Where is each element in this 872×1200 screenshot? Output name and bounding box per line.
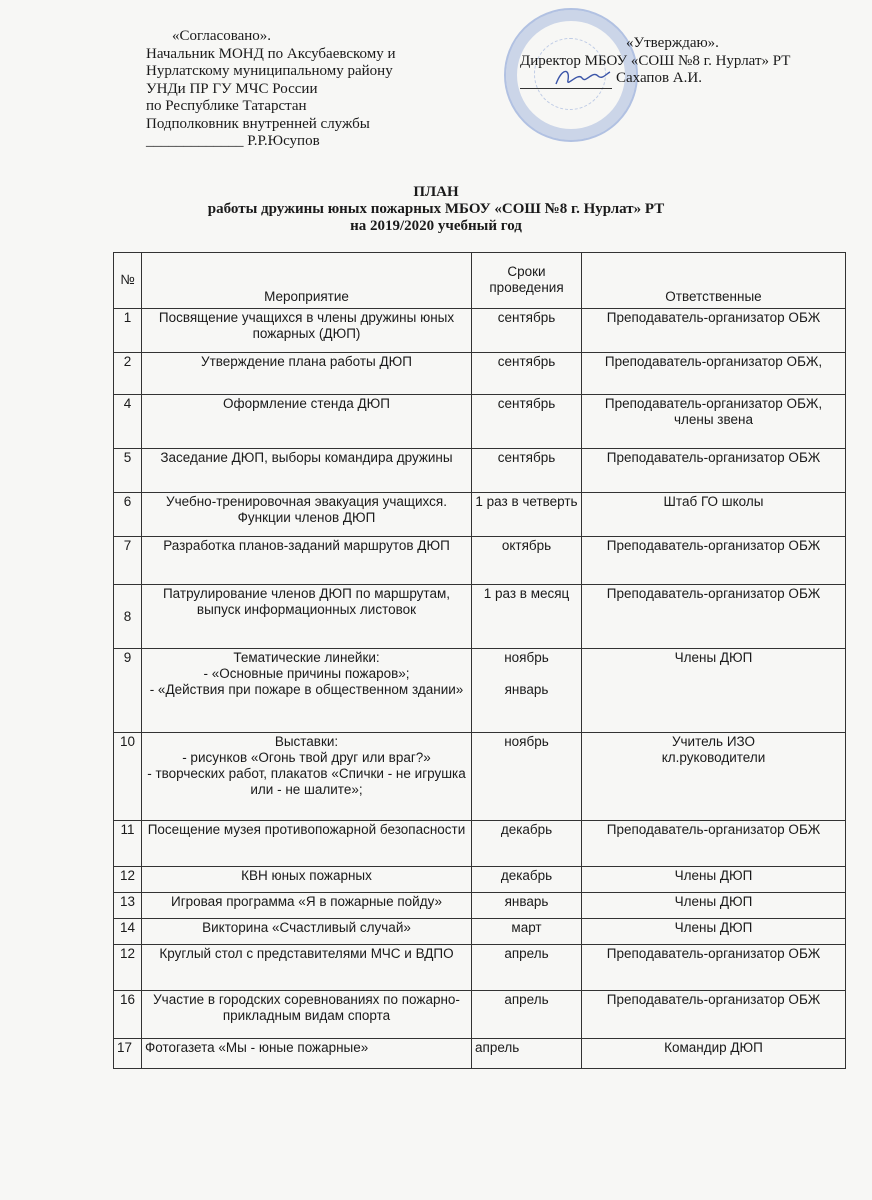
plan-table <box>113 252 846 1069</box>
approval-left-line: Начальник МОНД по Аксубаевскому и <box>146 45 396 62</box>
document-title <box>0 184 872 235</box>
row-date: апрель <box>472 1039 582 1069</box>
row-number: 12 <box>114 867 142 893</box>
table-row <box>114 919 846 945</box>
approval-left-line: Нурлатскому муниципальному району <box>146 63 393 79</box>
header-number: № <box>114 253 142 309</box>
row-number: 5 <box>114 449 142 493</box>
row-date: ноябрь январь <box>472 649 582 733</box>
row-event: Утверждение плана работы ДЮП <box>142 353 472 395</box>
table-row <box>114 493 846 537</box>
table-row <box>114 945 846 991</box>
row-date: апрель <box>472 991 582 1039</box>
row-responsible: Члены ДЮП <box>582 867 846 893</box>
row-event: Тематические линейки: - «Основные причины пожаров»; - «Действия при пожаре в общественном здании» <box>142 649 472 733</box>
approval-left-line: по Республике Татарстан <box>146 98 307 114</box>
row-date: октябрь <box>472 537 582 585</box>
row-number: 13 <box>114 893 142 919</box>
row-number: 4 <box>114 395 142 449</box>
row-number: 12 <box>114 945 142 991</box>
approval-block-right <box>520 35 840 89</box>
row-responsible: Преподаватель-организатор ОБЖ <box>582 585 846 649</box>
header-event: Мероприятие <box>142 253 472 309</box>
row-event: Разработка планов-заданий маршрутов ДЮП <box>142 537 472 585</box>
row-responsible: Учитель ИЗО кл.руководители <box>582 733 846 821</box>
row-responsible: Преподаватель-организатор ОБЖ <box>582 449 846 493</box>
approval-right-signer: Сахапов А.И. <box>616 70 702 86</box>
row-responsible: Командир ДЮП <box>582 1039 846 1069</box>
table-header-row <box>114 253 846 309</box>
row-event: Игровая программа «Я в пожарные пойду» <box>142 893 472 919</box>
title-line-1: ПЛАН <box>413 184 459 200</box>
row-number: 17 <box>114 1039 142 1069</box>
header-date: Сроки проведения <box>472 253 582 309</box>
row-number: 9 <box>114 649 142 733</box>
row-event: Участие в городских соревнованиях по пожарно-прикладным видам спорта <box>142 991 472 1039</box>
row-event: Патрулирование членов ДЮП по маршрутам, выпуск информационных листовок <box>142 585 472 649</box>
row-responsible: Преподаватель-организатор ОБЖ <box>582 821 846 867</box>
table-row <box>114 649 846 733</box>
row-number: 1 <box>114 309 142 353</box>
approval-right-signer-row <box>520 70 840 89</box>
row-number: 14 <box>114 919 142 945</box>
row-responsible: Штаб ГО школы <box>582 493 846 537</box>
row-responsible: Преподаватель-организатор ОБЖ <box>582 991 846 1039</box>
header-responsible: Ответственные <box>582 253 846 309</box>
row-event: Заседание ДЮП, выборы командира дружины <box>142 449 472 493</box>
approval-right-heading: «Утверждаю». <box>626 35 719 51</box>
table-row <box>114 867 846 893</box>
row-responsible: Преподаватель-организатор ОБЖ <box>582 537 846 585</box>
row-date: 1 раз в месяц <box>472 585 582 649</box>
row-event: Викторина «Счастливый случай» <box>142 919 472 945</box>
approval-left-line: «Согласовано». <box>172 28 272 44</box>
row-responsible: Члены ДЮП <box>582 893 846 919</box>
row-event: Оформление стенда ДЮП <box>142 395 472 449</box>
row-date: 1 раз в четверть <box>472 493 582 537</box>
row-event: Выставки: - рисунков «Огонь твой друг или враг?» - творческих работ, плакатов «Спички - не игрушка или - не шалите»; <box>142 733 472 821</box>
row-date: сентябрь <box>472 309 582 353</box>
row-number: 8 <box>114 585 142 649</box>
row-responsible: Преподаватель-организатор ОБЖ, <box>582 353 846 395</box>
approval-left-line: УНДи ПР ГУ МЧС России <box>146 80 318 97</box>
table-row <box>114 893 846 919</box>
row-responsible: Преподаватель-организатор ОБЖ <box>582 945 846 991</box>
row-event: Посещение музея противопожарной безопасности <box>142 821 472 867</box>
row-date: март <box>472 919 582 945</box>
row-date: сентябрь <box>472 449 582 493</box>
title-line-2: работы дружины юных пожарных МБОУ «СОШ №8 г. Нурлат» РТ <box>207 201 665 217</box>
row-number: 7 <box>114 537 142 585</box>
row-event: КВН юных пожарных <box>142 867 472 893</box>
table-row <box>114 309 846 353</box>
row-date: сентябрь <box>472 353 582 395</box>
approval-left-line: Подполковник внутренней службы <box>146 115 370 132</box>
row-event: Круглый стол с представителями МЧС и ВДПО <box>142 945 472 991</box>
row-number: 6 <box>114 493 142 537</box>
title-line-3: на 2019/2020 учебный год <box>350 218 522 234</box>
row-responsible: Преподаватель-организатор ОБЖ, члены звена <box>582 395 846 449</box>
table-row <box>114 449 846 493</box>
row-number: 2 <box>114 353 142 395</box>
row-responsible: Члены ДЮП <box>582 919 846 945</box>
row-date: ноябрь <box>472 733 582 821</box>
row-date: апрель <box>472 945 582 991</box>
table-row <box>114 1039 846 1069</box>
table-row <box>114 537 846 585</box>
row-date: декабрь <box>472 867 582 893</box>
table-row <box>114 733 846 821</box>
row-event: Посвящение учащихся в члены дружины юных пожарных (ДЮП) <box>142 309 472 353</box>
row-date: январь <box>472 893 582 919</box>
approval-left-line: _____________ Р.Р.Юсупов <box>146 133 320 149</box>
signature-line <box>520 70 612 89</box>
table-row <box>114 395 846 449</box>
approval-block-left <box>146 28 476 151</box>
row-number: 11 <box>114 821 142 867</box>
row-date: декабрь <box>472 821 582 867</box>
row-event: Фотогазета «Мы - юные пожарные» <box>142 1039 472 1069</box>
row-number: 10 <box>114 733 142 821</box>
table-row <box>114 353 846 395</box>
row-responsible: Преподаватель-организатор ОБЖ <box>582 309 846 353</box>
row-number: 16 <box>114 991 142 1039</box>
table-row <box>114 585 846 649</box>
row-event: Учебно-тренировочная эвакуация учащихся. Функции членов ДЮП <box>142 493 472 537</box>
row-responsible: Члены ДЮП <box>582 649 846 733</box>
table-row <box>114 821 846 867</box>
row-date: сентябрь <box>472 395 582 449</box>
table-row <box>114 991 846 1039</box>
approval-right-position: Директор МБОУ «СОШ №8 г. Нурлат» РТ <box>520 52 791 69</box>
